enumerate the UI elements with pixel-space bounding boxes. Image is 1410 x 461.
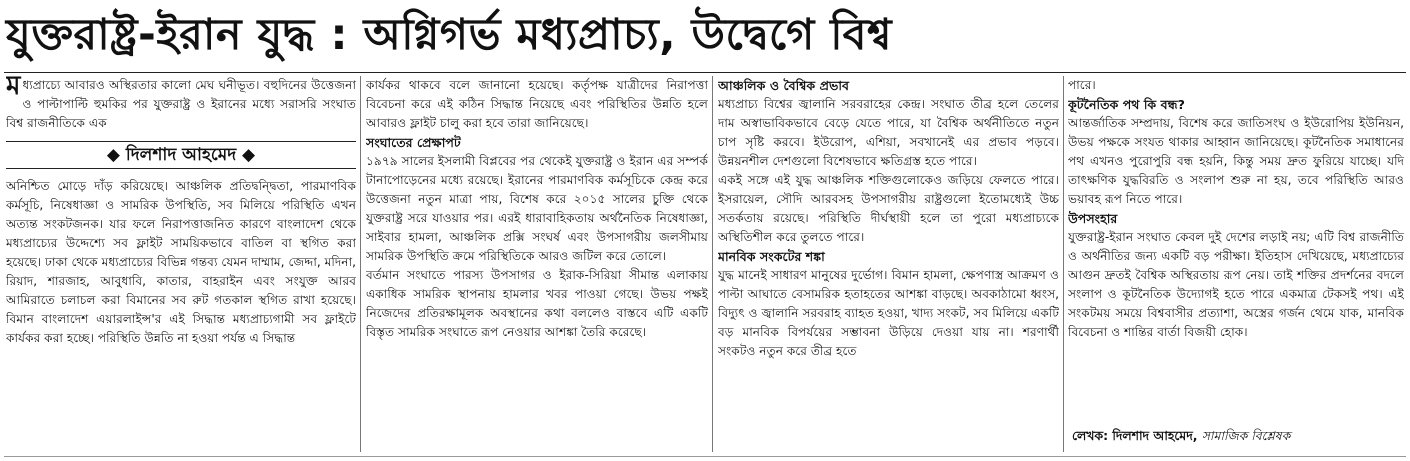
column-4 bbox=[1068, 76, 1404, 456]
section-heading: সংঘাতের প্রেক্ষাপট bbox=[366, 135, 461, 150]
headline-rule bbox=[4, 72, 1406, 73]
column-1 bbox=[6, 76, 356, 456]
intro-paragraph bbox=[6, 76, 356, 133]
dropcap: ম bbox=[6, 76, 21, 101]
body-paragraph: মধ্যপ্রাচ্য বিশ্বের জ্বালানি সরবরাহের কেন্দ্র। সংঘাত তীব্র হলে তেলের দাম অস্বাভাবিকভাবে বেড়ে যেতে পারে, যা বৈশ্বিক অর্থনীতিতে নতুন চাপ সৃষ্টি করবে। ইউরোপ, এশিয়া, সবখানেই এর প্রভাব পড়বে। উন্নয়নশীল দেশগুলো বিশেষভাবে ক্ষতিগ্রস্ত হতে পারে। bbox=[718, 97, 1059, 168]
bottom-rule bbox=[4, 456, 1406, 457]
intro-text: ধ্যপ্রাচ্যে আবারও অস্থিরতার কালো মেঘ ঘনীভূত। বহুদিনের উত্তেজনা ও পাল্টাপাল্টি হুমকির পর যুক্তরাষ্ট্র ও ইরানের মধ্যে সরাসরি সংঘাত বিশ্ব রাজনীতিকে এক bbox=[6, 78, 356, 130]
body-paragraph: ১৯৭৯ সালের ইসলামী বিপ্লবের পর থেকেই যুক্তরাষ্ট্র ও ইরান এর সম্পর্ক টানাপোড়েনের মধ্যে রয়েছে। ইরানের পারমাণবিক কর্মসূচিকে কেন্দ্র করে উত্তেজনা নতুন মাত্রা পায়, বিশেষ করে ২০১৫ সালের চুক্তি থেকে যুক্তরাষ্ট্র সরে যাওয়ার পর। এরই ধারাবাহিকতায় অর্থনৈতিক নিষেধাজ্ঞা, সাইবার হামলা, আঞ্চলিক প্রক্সি সংঘর্ষ এবং উপসাগরীয় জলসীমায় সামরিক উপস্থিতি ক্রমে পরিস্থিতিকে আরও জটিল করে তোলে। bbox=[366, 154, 708, 263]
section-heading: আঞ্চলিক ও বৈশ্বিক প্রভাব bbox=[718, 78, 850, 93]
byline: ◆ দিলশাদ আহমেদ ◆ bbox=[6, 141, 356, 169]
body-paragraph: একই সঙ্গে এই যুদ্ধ আঞ্চলিক শক্তিগুলোকেও জড়িয়ে ফেলতে পারে। ইসরায়েল, সৌদি আরবসহ উপসাগরীয় রাষ্ট্রগুলো ইতোমধ্যেই উচ্চ সতর্কতায় রয়েছে। পরিস্থিতি দীর্ঘস্থায়ী হলে তা পুরো মধ্যপ্রাচ্যকে অস্থিতিশীল করে তুলতে পারে। bbox=[718, 173, 1059, 244]
body-paragraph: যুক্তরাষ্ট্র-ইরান সংঘাত কেবল দুই দেশের লড়াই নয়; এটি বিশ্ব রাজনীতি ও অর্থনীতির জন্য একটি বড় পরীক্ষা। ইতিহাস দেখিয়েছে, মধ্যপ্রাচ্যের আগুন দ্রুতই বৈশ্বিক অস্থিরতায় রূপ নেয়। তাই শক্তির প্রদর্শনের বদলে সংলাপ ও কূটনৈতিক উদ্যোগই হতে পারে একমাত্র টেকসই পথ। এই সংকটময় সময়ে বিশ্ববাসীর প্রত্যাশা, অস্ত্রের গর্জন থেমে যাক, মানবিক বিবেচনা ও শান্তির বার্তা বিজয়ী হোক। bbox=[1068, 230, 1404, 339]
section-heading: উপসংহার bbox=[1068, 211, 1118, 226]
column-3 bbox=[718, 76, 1059, 456]
headline: যুক্তরাষ্ট্র-ইরান যুদ্ধ : অগ্নিগর্ভ মধ্যপ্রাচ্য, উদ্বেগে বিশ্ব bbox=[6, 10, 893, 60]
column-divider bbox=[360, 76, 361, 452]
body-paragraph: অনিশ্চিত মোড়ে দাঁড় করিয়েছে। আঞ্চলিক প্রতিদ্বন্দ্বিতা, পারমাণবিক কর্মসূচি, নিষেধাজ্ঞা ও সামরিক উপস্থিতি, সব মিলিয়ে পরিস্থিতি এখন অত্যন্ত সংকটজনক। যার ফলে নিরাপত্তাজনিত কারণে বাংলাদেশ থেকে মধ্যপ্রাচ্যের উদ্দেশ্যে সব ফ্লাইট সাময়িকভাবে বাতিল বা স্থগিত করা হয়েছে। ঢাকা থেকে মধ্যপ্রাচ্যের বিভিন্ন গন্তব্য যেমন দাম্মাম, জেদ্দা, মদিনা, রিয়াদ, শারজাহ, আবুধাবি, কাতার, বাহরাইন এবং সংযুক্ত আরব আমিরাতে চলাচল করা বিমানের সব রুট গতকাল স্থগিত রাখা হয়েছে। বিমান বাংলাদেশ এয়ারলাইন্স'র এই সিদ্ধান্ত মধ্যপ্রাচ্যগামী সব ফ্লাইটে কার্যকর করা হচ্ছে। পরিস্থিতি উন্নতি না হওয়া পর্যন্ত এ সিদ্ধান্ত bbox=[6, 179, 356, 345]
section-heading: কূটনৈতিক পথ কি বন্ধ? bbox=[1068, 97, 1185, 112]
body-paragraph: বর্তমান সংঘাতে পারস্য উপসাগর ও ইরাক-সিরিয়া সীমান্ত এলাকায় একাধিক সামরিক স্থাপনায় হামলার খবর পাওয়া গেছে। উভয় পক্ষই নিজেদের প্রতিরক্ষামূলক অবস্থানের কথা বললেও বাস্তবে এটি একটি বিস্তৃত সামরিক সংঘাতে রূপ নেওয়ার আশঙ্কা তৈরি করেছে। bbox=[366, 268, 708, 339]
column-2 bbox=[366, 76, 708, 456]
body-paragraph: যুদ্ধ মানেই সাধারণ মানুষের দুর্ভোগ। বিমান হামলা, ক্ষেপণাস্ত্র আক্রমণ ও পাল্টা আঘাতে বেসামরিক হতাহতের আশঙ্কা বাড়ছে। অবকাঠামো ধ্বংস, বিদ্যুৎ ও জ্বালানি সরবরাহ ব্যাহত হওয়া, খাদ্য সংকট, সব মিলিয়ে একটি বড় মানবিক বিপর্যয়ের সম্ভাবনা উড়িয়ে দেওয়া যায় না। শরণার্থী সংকটও নতুন করে তীব্র হতে bbox=[718, 268, 1059, 358]
credit-role: সামাজিক বিশ্লেষক bbox=[1201, 428, 1291, 443]
body-paragraph: পারে। bbox=[1068, 78, 1096, 92]
body-paragraph: কার্যকর থাকবে বলে জানানো হয়েছে। কর্তৃপক্ষ যাত্রীদের নিরাপত্তা বিবেচনা করে এই কঠিন সিদ্ধান্ত নিয়েছে এবং পরিস্থিতির উন্নতি হলে আবারও ফ্লাইট চালু করা হবে তারা জানিয়েছে। bbox=[366, 78, 708, 130]
body-paragraph: আন্তর্জাতিক সম্প্রদায়, বিশেষ করে জাতিসংঘ ও ইউরোপিয় ইউনিয়ন, উভয় পক্ষকে সংযত থাকার আহ্বান জানিয়েছে। কূটনৈতিক সমাধানের পথ এখনও পুরোপুরি বন্ধ হয়নি, কিন্তু সময় দ্রুত ফুরিয়ে যাচ্ছে। যদি তাৎক্ষণিক যুদ্ধবিরতি ও সংলাপ শুরু না হয়, তবে পরিস্থিতি আরও ভয়াবহ রূপ নিতে পারে। bbox=[1068, 116, 1404, 206]
section-heading: মানবিক সংকটের শঙ্কা bbox=[718, 249, 825, 264]
credit-label: লেখক: দিলশাদ আহমেদ, bbox=[1072, 428, 1198, 443]
column-divider bbox=[1063, 76, 1064, 452]
column-divider bbox=[712, 76, 713, 452]
author-credit bbox=[1072, 428, 1290, 448]
